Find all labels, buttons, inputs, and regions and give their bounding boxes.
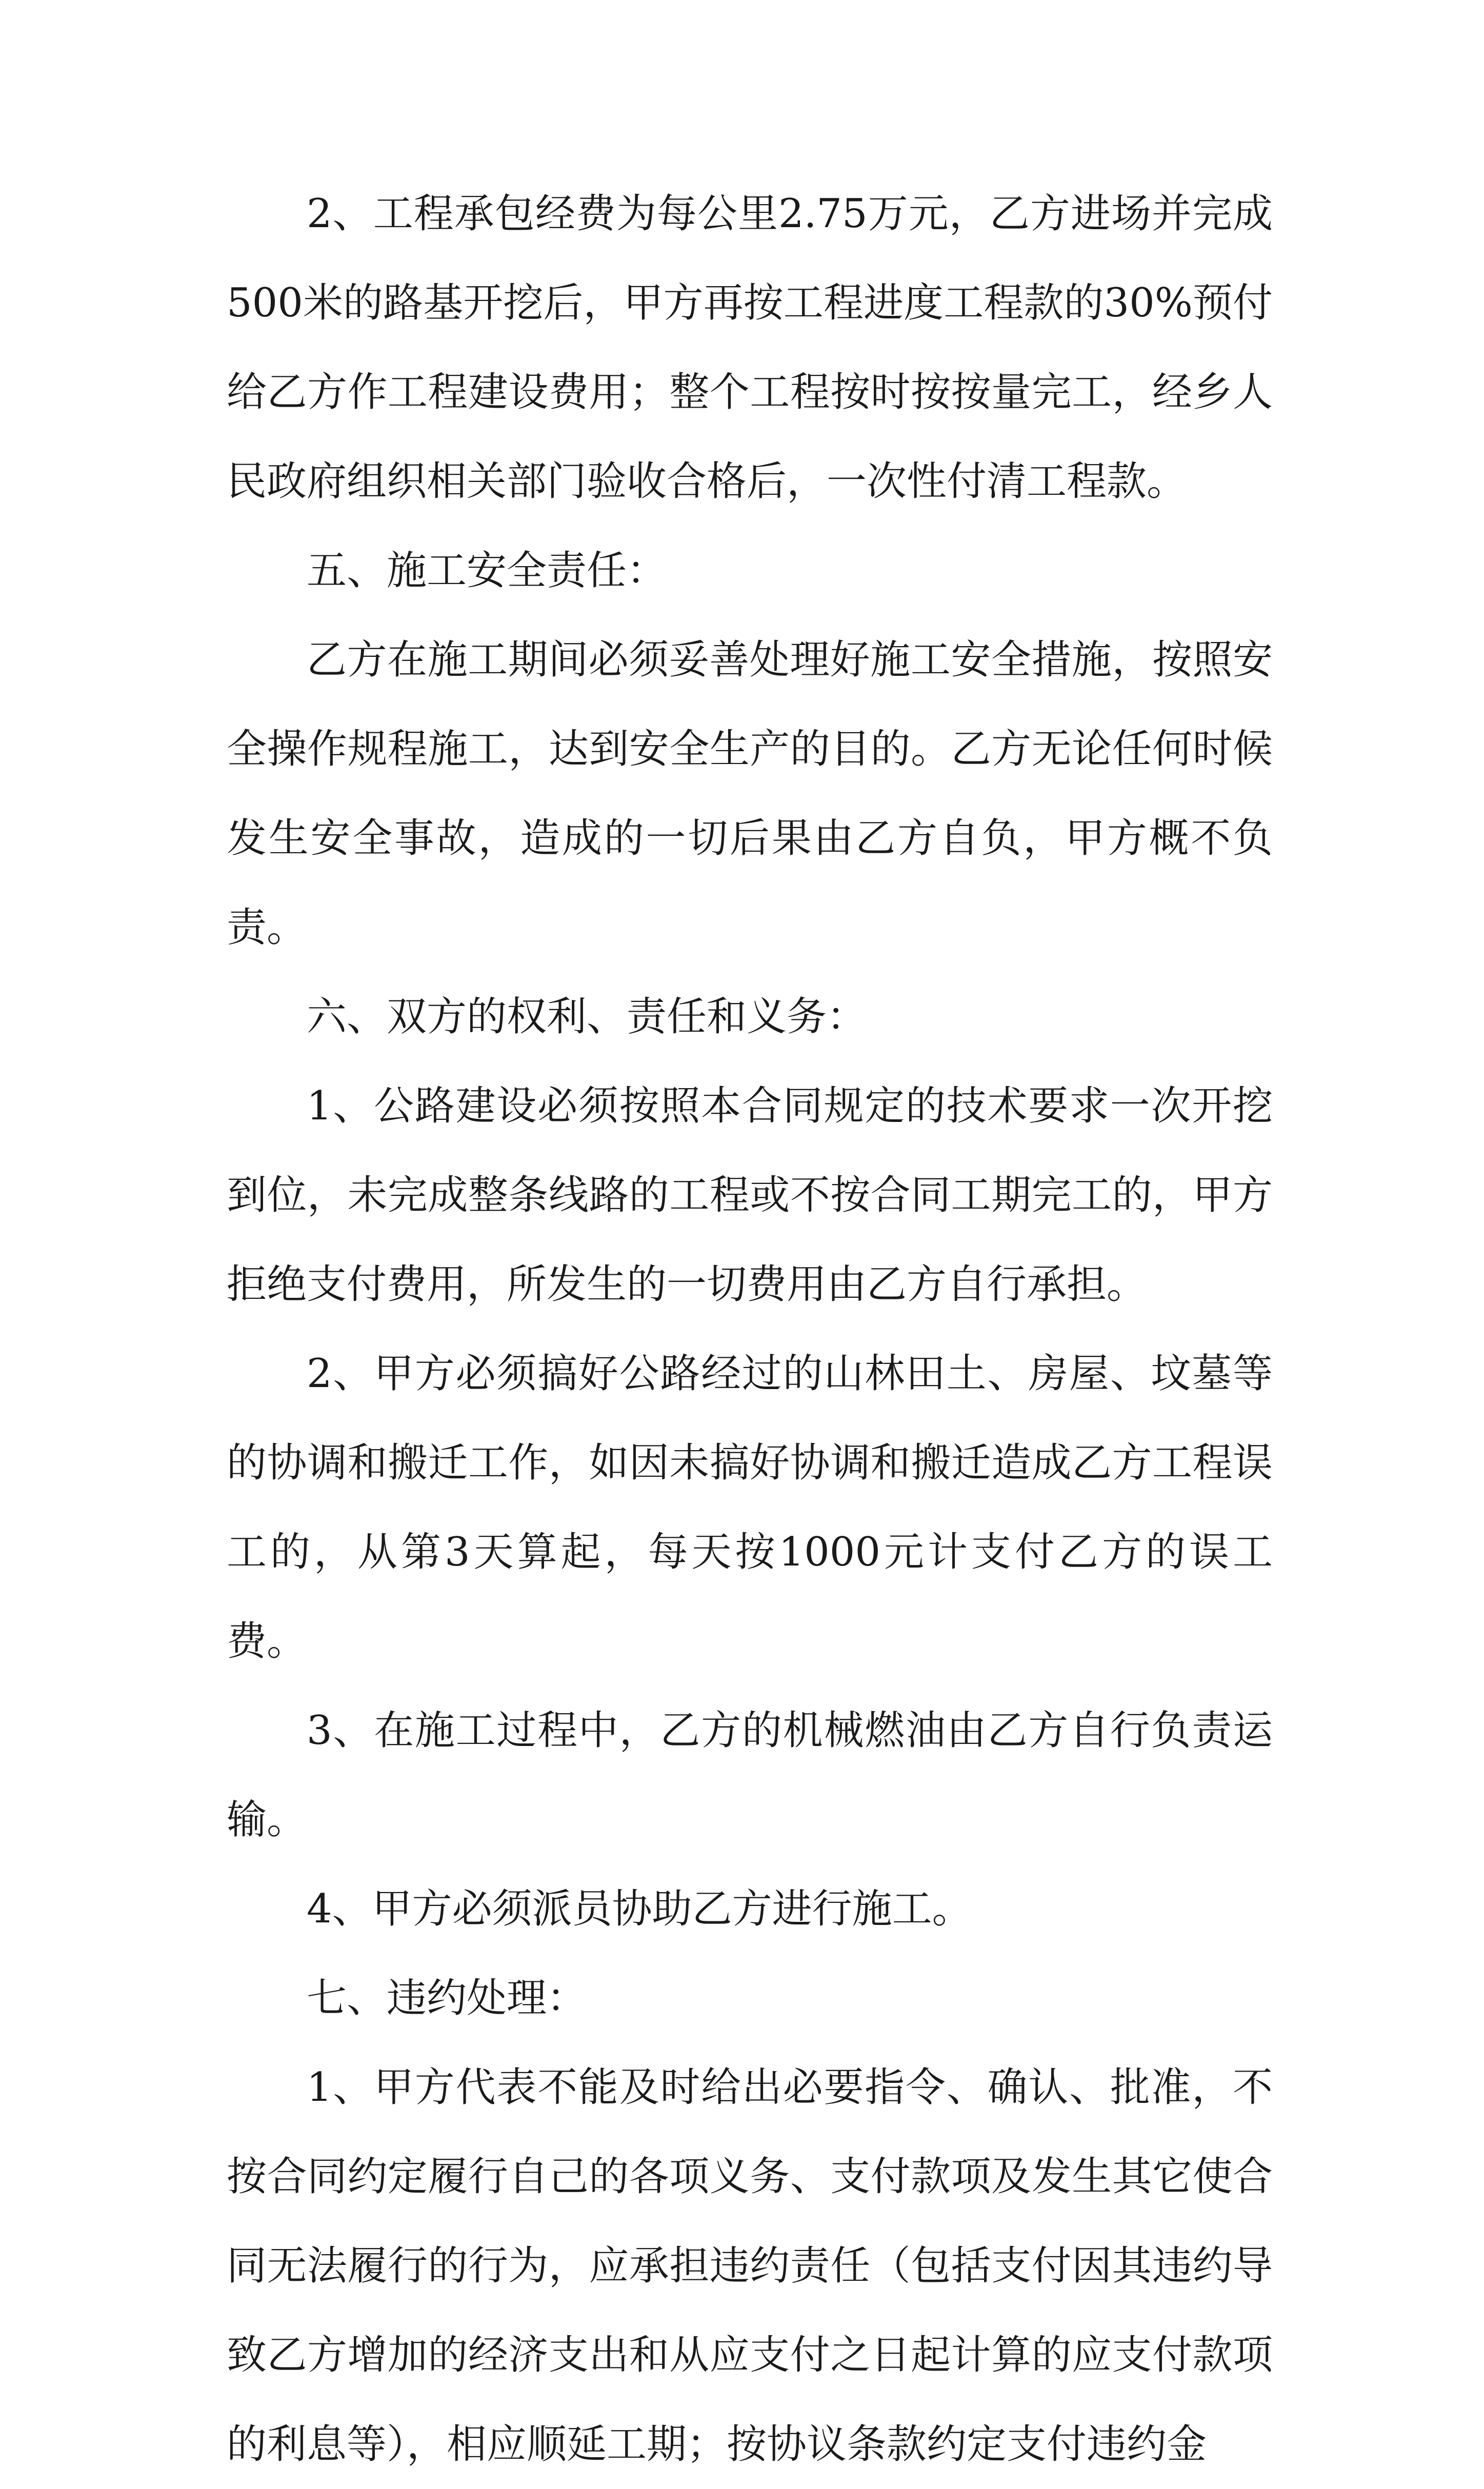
paragraph-obligation-2: 2、甲方必须搞好公路经过的山林田土、房屋、坟墓等的协调和搬迁工作，如因未搞好协调和搬迁造成乙方工程误工的，从第3天算起，每天按1000元计支付乙方的误工费。 [227, 1351, 1273, 1664]
paragraph-safety-responsibility: 乙方在施工期间必须妥善处理好施工安全措施，按照安全操作规程施工，达到安全生产的目的。乙方无论任何时候发生安全事故，造成的一切后果由乙方自负，甲方概不负责。 [227, 637, 1273, 951]
heading-rights-obligations: 六、双方的权利、责任和义务： [307, 994, 867, 1040]
paragraph-obligation-3: 3、在施工过程中，乙方的机械燃油由乙方自行负责运输。 [227, 1708, 1273, 1843]
paragraph-obligation-1: 1、公路建设必须按照本合同规定的技术要求一次开挖到位，未完成整条线路的工程或不按合同工期完工的，甲方拒绝支付费用，所发生的一切费用由乙方自行承担。 [227, 1083, 1273, 1308]
heading-construction-safety: 五、施工安全责任： [307, 548, 667, 594]
heading-breach-handling: 七、违约处理： [307, 1975, 587, 2021]
contract-body [227, 169, 1273, 2489]
paragraph-breach-1: 1、甲方代表不能及时给出必要指令、确认、批准，不按合同约定履行自己的各项义务、支付款项及发生其它使合同无法履行的行为，应承担违约责任（包括支付因其违约导致乙方增加的经济支出和从应支付之日起计算的应支付款项的利息等），相应顺延工期；按协议条款约定支付违约金 [227, 2064, 1273, 2467]
paragraph-payment-terms: 2、工程承包经费为每公里2.75万元，乙方进场并完成500米的路基开挖后，甲方再按工程进度工程款的30%预付给乙方作工程建设费用；整个工程按时按按量完工，经乡人民政府组织相关部门验收合格后，一次性付清工程款。 [227, 191, 1273, 505]
paragraph-obligation-4: 4、甲方必须派员协助乙方进行施工。 [307, 1886, 972, 1932]
